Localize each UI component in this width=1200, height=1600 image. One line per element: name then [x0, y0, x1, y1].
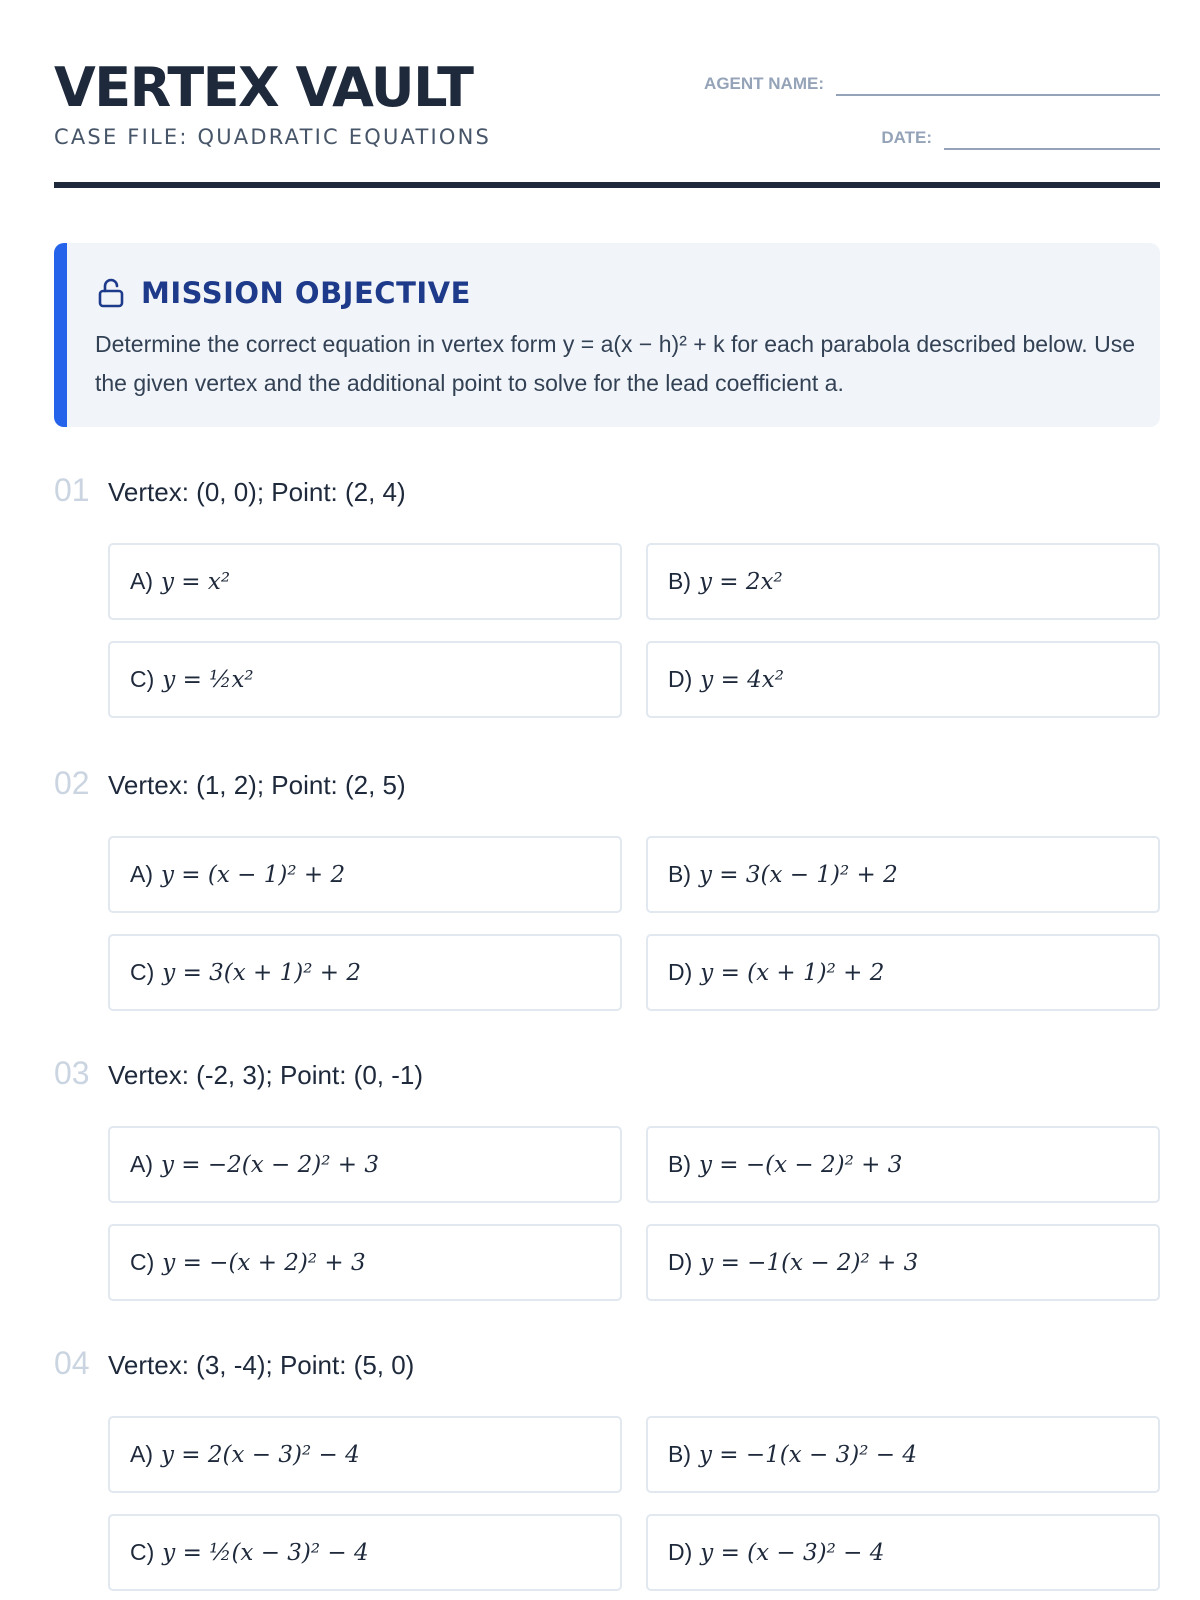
option-letter: D) [668, 1539, 693, 1565]
question-number: 01 [54, 472, 90, 508]
option-b[interactable] [646, 1126, 1160, 1203]
option-letter: C) [130, 1539, 155, 1565]
mission-header [95, 273, 1134, 313]
option-equation: y = (x − 1)² + 2 [161, 861, 346, 888]
agent-name-row [704, 66, 1160, 96]
option-a[interactable] [108, 1416, 622, 1493]
option-letter: C) [130, 666, 155, 692]
option-letter: D) [668, 959, 693, 985]
header-divider [54, 182, 1160, 188]
option-equation: y = (x − 3)² − 4 [700, 1539, 885, 1566]
option-equation: y = (x + 1)² + 2 [700, 959, 885, 986]
question-header [54, 1343, 414, 1383]
question-prompt: Vertex: (0, 0); Point: (2, 4) [108, 477, 406, 507]
question-number: 04 [54, 1345, 90, 1381]
option-equation: y = −1(x − 2)² + 3 [700, 1249, 919, 1276]
option-a[interactable] [108, 1126, 622, 1203]
option-letter: C) [130, 959, 155, 985]
option-equation: y = −1(x − 3)² − 4 [699, 1441, 917, 1468]
agent-name-label: AGENT NAME: [704, 74, 824, 93]
option-c[interactable] [108, 934, 622, 1011]
option-letter: A) [130, 861, 153, 887]
option-equation: y = x² [161, 568, 231, 595]
option-b[interactable] [646, 1416, 1160, 1493]
option-d[interactable] [646, 1514, 1160, 1591]
date-row [881, 120, 1160, 150]
option-letter: C) [130, 1249, 155, 1275]
page-subtitle: CASE FILE: QUADRATIC EQUATIONS [54, 125, 492, 149]
option-c[interactable] [108, 1514, 622, 1591]
option-letter: D) [668, 1249, 693, 1275]
option-equation: y = 4x² [700, 666, 784, 693]
option-a[interactable] [108, 543, 622, 620]
header [54, 58, 1160, 188]
option-letter: B) [668, 1441, 691, 1467]
question-prompt: Vertex: (1, 2); Point: (2, 5) [108, 770, 406, 800]
option-letter: B) [668, 568, 691, 594]
option-equation: y = 3(x − 1)² + 2 [699, 861, 898, 888]
question-number: 02 [54, 765, 90, 801]
option-c[interactable] [108, 1224, 622, 1301]
option-b[interactable] [646, 543, 1160, 620]
question-header [54, 1053, 423, 1093]
option-letter: A) [130, 1441, 153, 1467]
option-letter: B) [668, 1151, 691, 1177]
question-header [54, 470, 406, 510]
option-c[interactable] [108, 641, 622, 718]
option-d[interactable] [646, 641, 1160, 718]
question-header [54, 763, 406, 803]
date-label: DATE: [881, 128, 932, 147]
option-b[interactable] [646, 836, 1160, 913]
option-letter: D) [668, 666, 693, 692]
option-equation: y = ½x² [162, 666, 254, 693]
page-title: VERTEX VAULT [54, 56, 473, 119]
option-equation: y = −(x − 2)² + 3 [699, 1151, 903, 1178]
option-equation: y = ½(x − 3)² − 4 [162, 1539, 369, 1566]
option-equation: y = 3(x + 1)² + 2 [162, 959, 361, 986]
question-prompt: Vertex: (-2, 3); Point: (0, -1) [108, 1060, 423, 1090]
question-prompt: Vertex: (3, -4); Point: (5, 0) [108, 1350, 415, 1380]
option-equation: y = −2(x − 2)² + 3 [161, 1151, 379, 1178]
question-number: 03 [54, 1055, 90, 1091]
worksheet-page [54, 0, 1160, 1600]
option-d[interactable] [646, 1224, 1160, 1301]
option-letter: B) [668, 861, 691, 887]
option-letter: A) [130, 1151, 153, 1177]
option-d[interactable] [646, 934, 1160, 1011]
option-equation: y = 2(x − 3)² − 4 [161, 1441, 360, 1468]
mission-title: MISSION OBJECTIVE [141, 276, 471, 310]
unlock-icon [95, 277, 127, 309]
mission-objective-box [54, 243, 1160, 427]
date-field[interactable] [944, 120, 1160, 150]
option-equation: y = 2x² [699, 568, 783, 595]
option-a[interactable] [108, 836, 622, 913]
option-equation: y = −(x + 2)² + 3 [162, 1249, 366, 1276]
agent-name-field[interactable] [836, 66, 1160, 96]
option-letter: A) [130, 568, 153, 594]
mission-description: Determine the correct equation in vertex form y = a(x − h)² + k for each parabola described below. Use the given vertex and the additional point to solve for the lead coefficient a. [95, 331, 1135, 396]
